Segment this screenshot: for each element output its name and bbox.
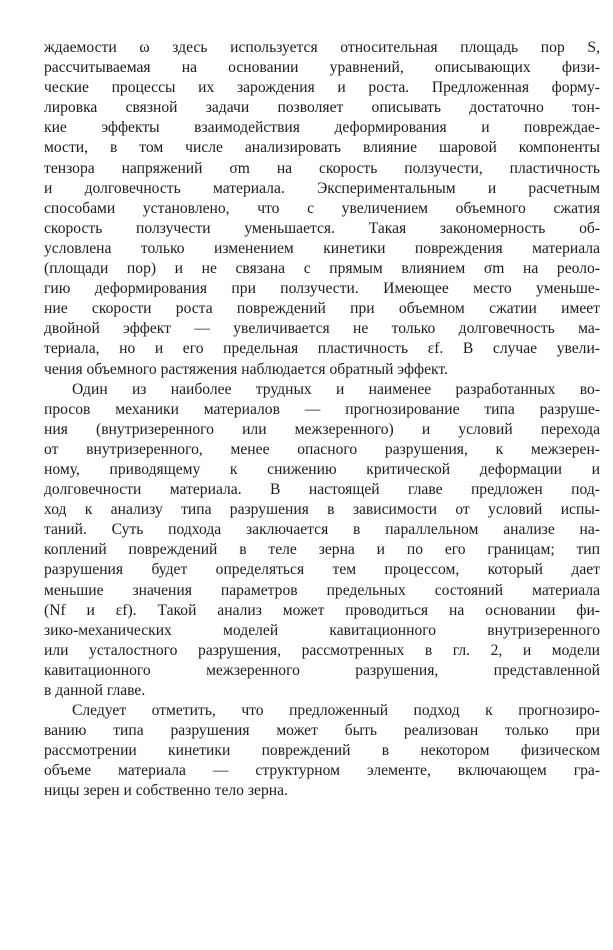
text-line: меньшие значения параметров предельных состояний материала [44,581,600,599]
text-line: лировка связной задачи позволяет описывать достаточно тон- [44,99,600,117]
text-line: коплений повреждений в теле зерна и по его границам; тип [44,541,600,559]
text-line: в данной главе. [44,682,146,699]
text-line: условлена только изменением кинетики повреждения материала [44,239,600,257]
text-line: просов механики материалов — прогнозирование типа разруше- [44,400,600,418]
text-line: (Nf и εf). Такой анализ может проводиться на основании фи- [44,601,600,619]
paragraph-1 [44,38,600,380]
text-line: ход к анализу типа разрушения в зависимости от условий испы- [44,501,600,519]
text-line: териала, но и его предельная пластичность εf. В случае увели- [44,340,600,358]
text-line: ванию типа разрушения может быть реализован только при [44,722,600,740]
paragraph-3 [44,701,600,801]
text-line: таний. Суть подхода заключается в параллельном анализе на- [44,521,600,539]
text-line: кавитационного межзеренного разрушения, представленной [44,661,600,679]
text-line: двойной эффект — увеличивается не только долговечность ма- [44,320,600,338]
text-line: и долговечность материала. Экспериментальным и расчетным [44,179,600,197]
text-line: ния (внутризеренного или межзеренного) и условий перехода [44,420,600,438]
text-line: рассмотрении кинетики повреждений в некотором физическом [44,742,600,760]
text-line: тензора напряжений σm на скорость ползучести, пластичность [44,159,600,177]
text-line: разрушения будет определяться тем процессом, который дает [44,561,600,579]
text-line: ние скорости роста повреждений при объемном сжатии имеет [44,300,600,318]
text-line: ждаемости ω здесь используется относительная площадь пор S, [44,39,600,56]
text-line: ческие процессы их зарождения и роста. Предложенная форму- [44,79,600,97]
text-line: объеме материала — структурном элементе, включающем гра- [44,762,600,780]
text-line: рассчитываемая на основании уравнений, описывающих физи- [44,59,600,77]
text-line: ному, приводящему к снижению критической деформации и [44,460,600,478]
text-line: способами установлено, что с увеличением объемного сжатия [44,199,600,217]
paragraph-2 [44,380,600,702]
text-line: зико-механических моделей кавитационного внутризеренного [44,621,600,639]
text-line: Один из наиболее трудных и наименее разработанных во- [72,380,600,398]
text-line: (площади пор) и не связана с прямым влиянием σm на реоло- [44,260,600,278]
text-line: мости, в том числе анализировать влияние шаровой компоненты [44,139,600,157]
text-line: от внутризеренного, менее опасного разрушения, к межзерен- [44,440,600,458]
text-line: кие эффекты взаимодействия деформирования и повреждае- [44,119,600,137]
text-line: чения объемного растяжения наблюдается обратный эффект. [44,360,448,378]
text-line: Следует отметить, что предложенный подход к прогнозиро- [72,702,600,720]
text-line: ницы зерен и собственно тело зерна. [44,782,288,800]
text-line: скорость ползучести уменьшается. Такая закономерность об- [44,219,600,237]
text-line: гию деформирования при ползучести. Имеющее место уменьше- [44,280,600,298]
text-line: долговечности материала. В настоящей главе предложен под- [44,481,600,499]
text-line: или усталостного разрушения, рассмотренных в гл. 2, и модели [44,641,600,659]
page-text [44,38,600,802]
